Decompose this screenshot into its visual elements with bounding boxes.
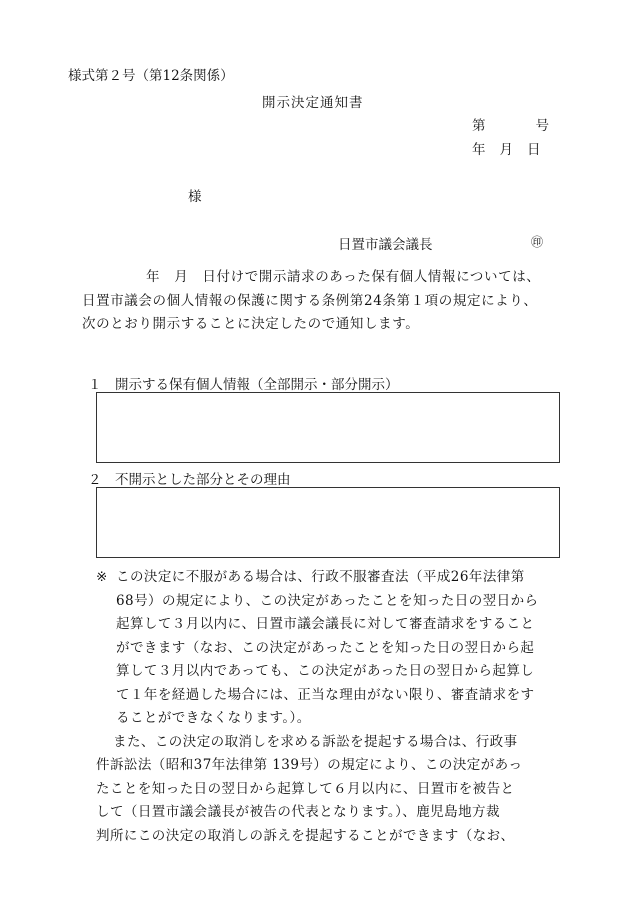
notice-line: ることができなくなります。）。	[116, 710, 311, 726]
page-title: 開示決定通知書	[262, 95, 364, 111]
date-month: 月	[499, 142, 513, 158]
date-line	[472, 138, 541, 158]
body-line: 日置市議会の個人情報の保護に関する条例第24条第１項の規定により、	[82, 292, 538, 309]
seal-mark: ㊞	[531, 235, 544, 249]
date-year: 年	[472, 142, 486, 158]
number-dai: 第	[472, 118, 486, 134]
sender: 日置市議会議長	[338, 237, 433, 253]
section-1-label: １ 開示する保有個人情報（全部開示・部分開示）	[88, 377, 399, 393]
notice-line: たことを知った日の翌日から起算して６月以内に、日置市を被告と	[96, 780, 515, 797]
notice-line: ※ この決定に不服がある場合は、行政不服審査法（平成26年法律第	[96, 566, 566, 590]
notice-line: て１年を経過した場合には、正当な理由がない限り、審査請求をす	[116, 686, 535, 703]
notice-line: 算して３月以内であっても、この決定があった日の翌日から起算し	[116, 663, 535, 679]
number-go: 号	[535, 118, 549, 134]
body-line: 次のとおり開示することに決定したので通知します。	[82, 316, 420, 332]
addressee: 様	[188, 189, 202, 205]
body-paragraph	[82, 266, 540, 337]
form-number: 様式第２号（第12条関係）	[68, 68, 234, 84]
notice-line: 起算して３月以内に、日置市議会議長に対して審査請求をすること	[116, 616, 535, 632]
notice-line: 件訴訟法（昭和37年法律第 139号）の規定により、この決定があっ	[96, 757, 523, 773]
section-2-label: ２ 不開示とした部分とその理由	[88, 472, 291, 488]
notice-line: ができます（なお、この決定があったことを知った日の翌日から起	[116, 639, 535, 656]
disclosed-info-box	[96, 392, 560, 463]
document-number-line	[472, 114, 549, 134]
non-disclosure-reason-box	[96, 487, 560, 558]
appeal-notice	[96, 566, 566, 848]
body-line: 年 月 日付けで開示請求のあった保有個人情報については、	[146, 269, 541, 285]
note-mark: ※	[96, 569, 108, 585]
notice-line: 判所にこの決定の取消しの訴えを提起することができます（なお、	[96, 827, 515, 844]
notice-line: また、この決定の取消しを求める訴訟を提起する場合は、行政事	[113, 733, 518, 750]
date-day: 日	[527, 142, 541, 158]
notice-line: 68号）の規定により、この決定があったことを知った日の翌日から	[116, 592, 539, 609]
notice-line: して（日置市議会議長が被告の代表となります。）、鹿児島地方裁	[96, 804, 500, 820]
